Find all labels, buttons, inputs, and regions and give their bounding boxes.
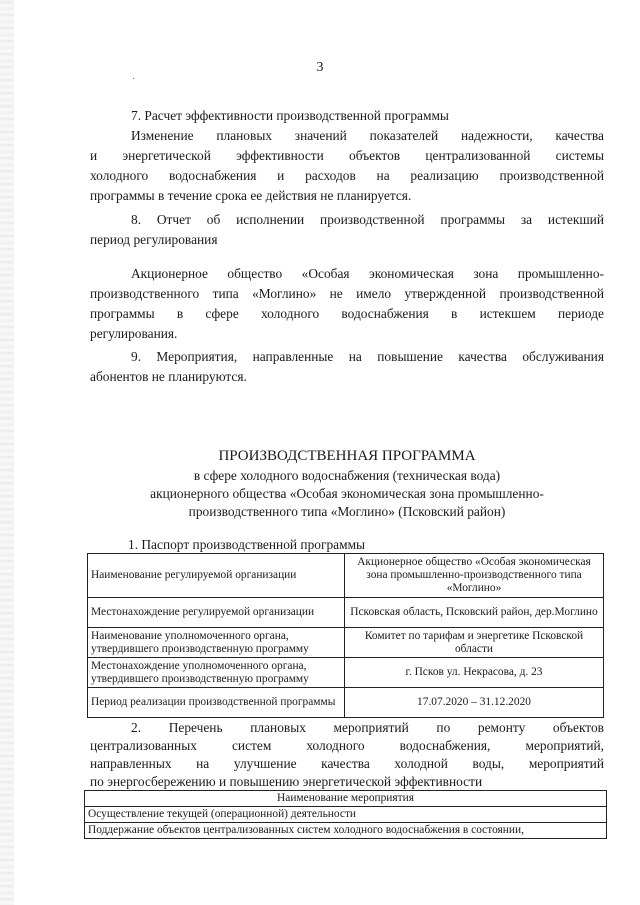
section7-line: и энергетической эффективности объектов централизованной системы [90, 148, 604, 163]
measures-row: Поддержание объектов централизованных систем холодного водоснабжения в состоянии, [85, 823, 607, 839]
passport-value: Комитет по тарифам и энергетике Псковской области [345, 628, 604, 658]
measures-table [84, 790, 607, 839]
program-subtitle-line: в сфере холодного водоснабжения (техническая вода) [193, 468, 501, 483]
scan-edge [0, 0, 14, 905]
passport-label: Наименование регулируемой организации [88, 554, 345, 598]
measures-heading-line: централизованных систем холодного водоснабжения, мероприятий, [90, 738, 604, 753]
measures-heading-line: по энергосбережению и повышению энергетической эффективности [90, 774, 483, 789]
table-row [88, 658, 604, 688]
passport-table [87, 553, 604, 718]
measures-heading-line: направленных на улучшение качества холодной воды, мероприятий [90, 756, 604, 771]
table-row [85, 823, 607, 839]
section8-heading-line: период регулирования [90, 232, 218, 247]
section7-line: Изменение плановых значений показателей надежности, качества [131, 128, 604, 143]
section8-body-line: программы в сфере холодного водоснабжения в истекшем периоде [90, 306, 604, 321]
section7-line: холодного водоснабжения и расходов на реализацию производственной [90, 168, 604, 183]
passport-heading: 1. Паспорт производственной программы [128, 537, 366, 552]
program-subtitle-line: акционерного общества «Особая экономическая зона промышленно- [150, 486, 544, 501]
section8-heading-line: 8. Отчет об исполнении производственной программы за истекший [131, 212, 604, 227]
measures-table-header: Наименование мероприятия [85, 791, 607, 807]
section7-line: программы в течение срока ее действия не планируется. [90, 188, 412, 203]
measures-heading-line: 2. Перечень плановых мероприятий по ремонту объектов [131, 720, 604, 735]
passport-value: г. Псков ул. Некрасова, д. 23 [345, 658, 604, 688]
table-row [88, 598, 604, 628]
section8-body-line: регулирования. [90, 326, 178, 341]
passport-value: Псковская область, Псковский район, дер.Моглино [345, 598, 604, 628]
page-number: 3 [316, 60, 324, 75]
section8-body-line: Акционерное общество «Особая экономическая зона промышленно- [131, 266, 604, 281]
table-row [88, 628, 604, 658]
scan-dot: · [132, 74, 136, 85]
section9-line: 9. Мероприятия, направленные на повышение качества обслуживания [131, 349, 604, 364]
section8-body-line: производственного типа «Моглино» не имело утвержденной производственной [90, 286, 604, 301]
section7-heading: 7. Расчет эффективности производственной программы [131, 108, 449, 123]
passport-label: Период реализации производственной программы [88, 688, 345, 718]
passport-value: Акционерное общество «Особая экономическая зона промышленно-производственного типа «Моглино» [345, 554, 604, 598]
program-subtitle-line: производственного типа «Моглино» (Псковский район) [188, 504, 506, 519]
table-header-row [85, 791, 607, 807]
measures-row: Осуществление текущей (операционной) деятельности [85, 807, 607, 823]
passport-label: Наименование уполномоченного органа, утвердившего производственную программу [88, 628, 345, 658]
program-title: ПРОИЗВОДСТВЕННАЯ ПРОГРАММА [218, 448, 476, 464]
table-row [85, 807, 607, 823]
passport-label: Местонахождение уполномоченного органа, утвердившего производственную программу [88, 658, 345, 688]
table-row [88, 554, 604, 598]
passport-value: 17.07.2020 – 31.12.2020 [345, 688, 604, 718]
passport-label: Местонахождение регулируемой организации [88, 598, 345, 628]
table-row [88, 688, 604, 718]
section9-line: абонентов не планируются. [90, 369, 247, 384]
